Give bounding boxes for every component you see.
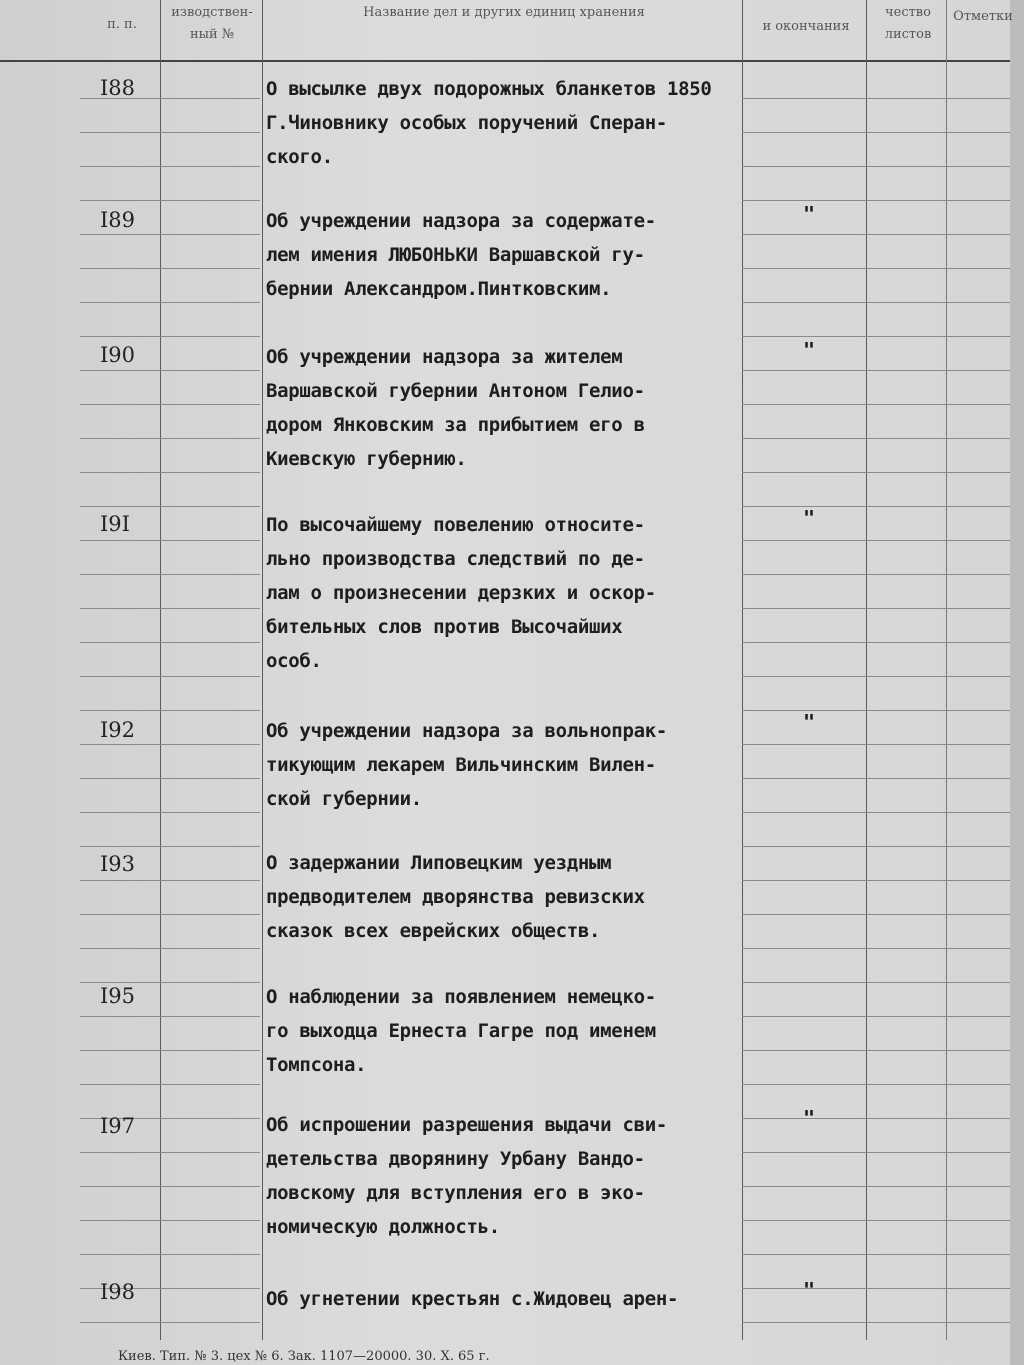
ditto-mark: " [803,338,816,362]
ruled-line [742,1016,1010,1017]
ruled-line [742,438,1010,439]
printer-imprint: Киев. Тип. № 3. цех № 6. Зак. 1107—20000. 30. X. 65 г. [118,1349,490,1364]
ruled-line [80,880,260,881]
ruled-line [742,608,1010,609]
header-col-production-number: изводствен- ный № [171,5,253,42]
ruled-line [80,1254,260,1255]
ruled-line [742,1322,1010,1323]
record-title: Об учреждении надзора за вольнопрак- тикующим лекарем Вильчинским Вилен- ской губернии. [266,720,668,810]
column-divider [946,0,947,1340]
header-rule [0,60,1010,62]
ruled-line [80,506,260,507]
column-divider [866,0,867,1340]
ditto-mark: " [803,710,816,734]
ruled-line [742,1220,1010,1221]
ruled-line [742,302,1010,303]
ruled-line [742,880,1010,881]
ruled-line [80,1186,260,1187]
record-number: I90 [100,343,136,367]
ruled-line [742,200,1010,201]
ruled-line [80,642,260,643]
record-title: Об испрошении разрешения выдачи сви- детельства дворянину Урбану Вандо- ловскому для вступления его в эко- номическую должность. [266,1114,668,1238]
ruled-line [80,336,260,337]
ruled-line [742,1118,1010,1119]
ruled-line [80,1322,260,1323]
record-number: I88 [100,76,136,100]
ruled-line [742,234,1010,235]
ruled-line [80,132,260,133]
ruled-line [80,302,260,303]
ruled-line [742,1084,1010,1085]
ruled-line [80,370,260,371]
record-number: I97 [100,1114,136,1138]
record-title: О задержании Липовецким уездным предводителем дворянства ревизских сказок всех еврейских обществ. [266,852,645,942]
ruled-line [80,1220,260,1221]
ruled-line [80,438,260,439]
ruled-line [80,948,260,949]
ruled-line [742,540,1010,541]
ruled-line [742,676,1010,677]
record-title: Об учреждении надзора за содержате- лем имения ЛЮБОНЬКИ Варшавской гу- бернии Александром.Пинтковским. [266,210,656,300]
header-col-dates: и окончания [762,19,850,34]
ruled-line [80,472,260,473]
ruled-line [742,166,1010,167]
header-col-notes: Отметки [953,9,1013,24]
ruled-line [742,132,1010,133]
ruled-line [742,914,1010,915]
ditto-mark: " [803,1106,816,1130]
column-divider [262,0,263,1340]
ruled-line [80,676,260,677]
ruled-line [742,1152,1010,1153]
ruled-line [742,336,1010,337]
ruled-line [742,574,1010,575]
record-number: I93 [100,852,136,876]
record-number: I95 [100,984,136,1008]
record-title: Об учреждении надзора за жителем Варшавской губернии Антоном Гелио- дором Янковским за прибытием его в Киевскую губернию. [266,346,645,470]
ruled-line [742,268,1010,269]
ruled-line [80,982,260,983]
page-edge [1010,0,1024,1365]
header-col-sheets: чество листов [884,5,932,42]
ditto-mark: " [803,202,816,226]
record-title: По высочайшему повелению относите- льно производства следствий по де- лам о произнесении дерзких и оскор- бительных слов против Высочайших особ. [266,514,656,672]
ruled-line [742,98,1010,99]
ruled-line [80,608,260,609]
ruled-line [80,200,260,201]
record-number: I9I [100,512,130,536]
ruled-line [80,1050,260,1051]
ruled-line [80,1016,260,1017]
ruled-line [742,710,1010,711]
ruled-line [742,506,1010,507]
ruled-line [80,1152,260,1153]
ruled-line [80,710,260,711]
ruled-line [80,914,260,915]
ruled-line [80,404,260,405]
ruled-line [80,778,260,779]
record-title: Об угнетении крестьян с.Жидовец арен- [266,1288,679,1310]
ruled-line [80,744,260,745]
record-title: О высылке двух подорожных бланкетов 1850 Г.Чиновнику особых поручений Сперан- ского. [266,78,712,168]
record-title: О наблюдении за появлением немецко- го выходца Ернеста Гагре под именем Томпсона. [266,986,656,1076]
ruled-line [742,846,1010,847]
ruled-line [742,778,1010,779]
ruled-line [80,1084,260,1085]
ditto-mark: " [803,506,816,530]
column-divider [160,0,161,1340]
record-number: I98 [100,1280,136,1304]
ruled-line [742,472,1010,473]
record-number: I89 [100,208,136,232]
ruled-line [742,812,1010,813]
ruled-line [80,846,260,847]
ruled-line [80,540,260,541]
ruled-line [742,1050,1010,1051]
ruled-line [742,1254,1010,1255]
ruled-line [80,812,260,813]
ditto-mark: " [803,1278,816,1302]
ruled-line [742,1186,1010,1187]
ruled-line [742,982,1010,983]
ruled-line [742,642,1010,643]
ruled-line [80,166,260,167]
record-number: I92 [100,718,136,742]
ruled-line [80,268,260,269]
ruled-line [742,744,1010,745]
header-col-title: Название дел и других единиц хранения [363,5,645,20]
ruled-line [742,1288,1010,1289]
header-col-number: п. п. [107,17,137,32]
ruled-line [80,574,260,575]
ruled-line [742,404,1010,405]
ruled-line [742,948,1010,949]
ruled-line [80,234,260,235]
ruled-line [742,370,1010,371]
